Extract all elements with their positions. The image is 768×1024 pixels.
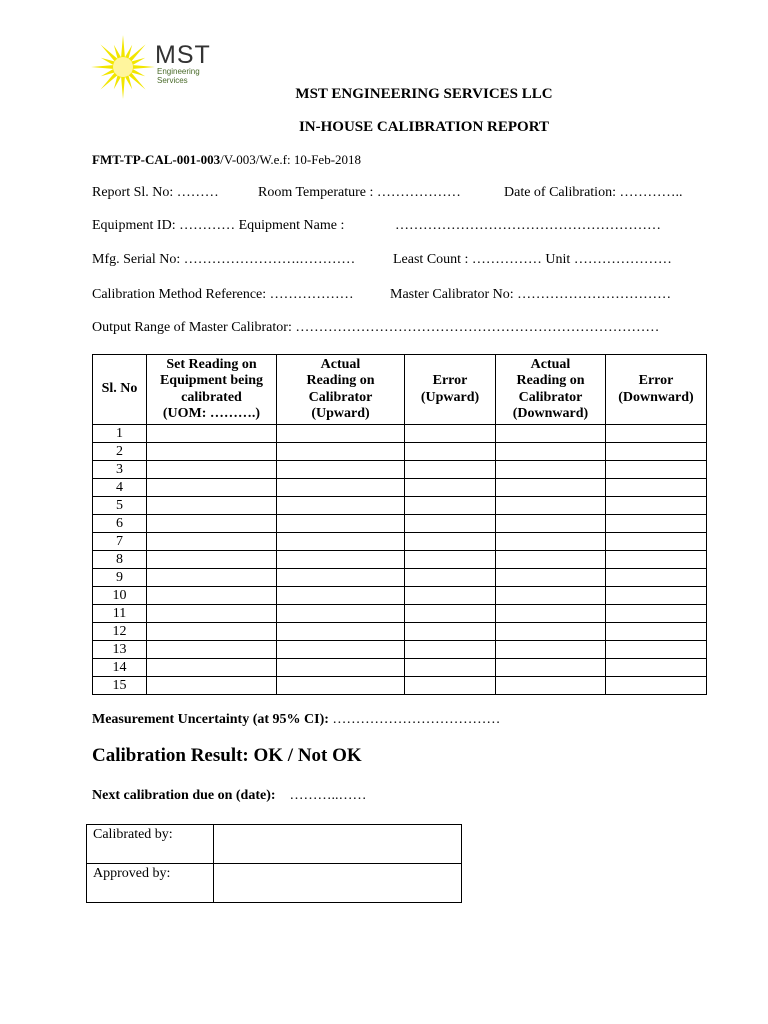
table-cell[interactable] [277,479,405,497]
table-cell[interactable] [606,677,707,695]
table-cell[interactable] [147,659,277,677]
table-cell[interactable] [147,677,277,695]
sun-ray [128,44,146,62]
table-row [93,587,707,605]
sun-ray [100,44,118,62]
table-cell[interactable] [496,569,606,587]
calibration-method-field: Calibration Method Reference: ……………… [92,287,354,302]
row-number-cell: 12 [93,623,147,641]
table-cell[interactable] [147,425,277,443]
table-row [93,497,707,515]
approved-by-label: Approved by: [87,864,214,903]
equipment-name-dots: ………………………………………………… [395,218,661,233]
table-cell[interactable] [606,533,707,551]
table-cell[interactable] [147,497,277,515]
approved-by-signature-cell[interactable] [214,864,462,903]
table-cell[interactable] [147,461,277,479]
table-cell[interactable] [405,425,496,443]
next-calibration-field: Next calibration due on (date): ………..…… [92,788,367,803]
table-cell[interactable] [496,641,606,659]
table-cell[interactable] [277,497,405,515]
table-cell[interactable] [496,605,606,623]
table-cell[interactable] [496,479,606,497]
table-cell[interactable] [277,461,405,479]
table-cell[interactable] [147,641,277,659]
table-cell[interactable] [606,569,707,587]
table-row [93,677,707,695]
table-row [93,461,707,479]
table-cell[interactable] [147,587,277,605]
row-number-cell: 2 [93,443,147,461]
date-of-calibration-field: Date of Calibration: ………….. [504,185,683,200]
table-cell[interactable] [147,605,277,623]
logo-wordmark: MST [155,41,211,69]
table-cell[interactable] [496,677,606,695]
table-cell[interactable] [277,659,405,677]
calibration-table [92,354,707,695]
sun-ray [121,35,125,58]
table-cell[interactable] [606,425,707,443]
table-cell[interactable] [405,479,496,497]
table-row [93,551,707,569]
table-cell[interactable] [606,515,707,533]
table-cell[interactable] [277,677,405,695]
table-cell[interactable] [496,551,606,569]
calibrated-by-row [87,825,462,864]
table-cell[interactable] [277,551,405,569]
master-calibrator-no-field: Master Calibrator No: …………………………… [390,287,672,302]
row-number-cell: 15 [93,677,147,695]
table-cell[interactable] [277,587,405,605]
room-temperature-field: Room Temperature : ……………… [258,185,461,200]
equipment-id-field: Equipment ID: ………… Equipment Name : [92,218,345,233]
table-cell[interactable] [405,677,496,695]
table-cell[interactable] [277,515,405,533]
sun-ray [91,65,114,69]
table-cell[interactable] [405,551,496,569]
table-header-row [93,355,707,425]
calibrated-by-signature-cell[interactable] [214,825,462,864]
row-number-cell: 13 [93,641,147,659]
table-cell[interactable] [405,461,496,479]
calibration-result: Calibration Result: OK / Not OK [92,745,362,766]
least-count-unit-field: Least Count : …………… Unit ………………… [393,252,672,267]
table-cell[interactable] [496,461,606,479]
table-cell[interactable] [405,623,496,641]
table-cell[interactable] [147,569,277,587]
table-cell[interactable] [147,533,277,551]
row-number-cell: 9 [93,569,147,587]
header-actual-downward: Actual Reading on Calibrator (Downward) [496,355,606,425]
table-cell[interactable] [496,443,606,461]
table-row [93,515,707,533]
row-number-cell: 6 [93,515,147,533]
row-number-cell: 8 [93,551,147,569]
header-set-reading: Set Reading on Equipment being calibrated (UOM: ……….) [147,355,277,425]
table-cell[interactable] [147,551,277,569]
table-cell[interactable] [496,425,606,443]
table-cell[interactable] [277,605,405,623]
table-cell[interactable] [405,443,496,461]
table-cell[interactable] [606,659,707,677]
calibrated-by-label: Calibrated by: [87,825,214,864]
table-row [93,659,707,677]
table-cell[interactable] [606,587,707,605]
table-row [93,479,707,497]
table-cell[interactable] [405,587,496,605]
table-row [93,569,707,587]
approved-by-row [87,864,462,903]
mfg-serial-no-field: Mfg. Serial No: …………………….………… [92,252,356,267]
header-sl-no: Sl. No [93,355,147,425]
table-cell[interactable] [606,497,707,515]
table-cell[interactable] [606,623,707,641]
table-cell[interactable] [496,623,606,641]
output-range-field: Output Range of Master Calibrator: …………………………………………………………………… [92,320,660,335]
table-cell[interactable] [277,443,405,461]
logo-subtext: Engineering Services [157,67,200,85]
row-number-cell: 4 [93,479,147,497]
sun-ray [132,65,155,69]
header-actual-upward: Actual Reading on Calibrator (Upward) [277,355,405,425]
table-cell[interactable] [147,623,277,641]
table-row [93,533,707,551]
table-cell[interactable] [405,515,496,533]
report-title: IN-HOUSE CALIBRATION REPORT [298,119,550,135]
table-cell[interactable] [277,425,405,443]
table-cell[interactable] [277,623,405,641]
table-cell[interactable] [277,533,405,551]
table-row [93,425,707,443]
table-row [93,641,707,659]
table-row [93,605,707,623]
signoff-table [86,824,462,903]
table-cell[interactable] [606,443,707,461]
report-sl-no-field: Report Sl. No: ……… [92,185,219,200]
table-cell[interactable] [496,587,606,605]
table-cell[interactable] [147,479,277,497]
table-cell[interactable] [606,461,707,479]
row-number-cell: 11 [93,605,147,623]
table-cell[interactable] [606,479,707,497]
table-cell[interactable] [277,641,405,659]
table-cell[interactable] [606,641,707,659]
table-cell[interactable] [496,533,606,551]
document-code: FMT-TP-CAL-001-003/V-003/W.e.f: 10-Feb-2018 [92,152,362,167]
table-cell[interactable] [405,641,496,659]
table-cell[interactable] [496,659,606,677]
header-error-upward: Error (Upward) [405,355,496,425]
table-cell[interactable] [496,515,606,533]
table-cell[interactable] [277,569,405,587]
row-number-cell: 5 [93,497,147,515]
row-number-cell: 3 [93,461,147,479]
table-cell[interactable] [405,659,496,677]
table-cell[interactable] [606,605,707,623]
row-number-cell: 14 [93,659,147,677]
table-cell[interactable] [405,569,496,587]
table-row [93,623,707,641]
table-row [93,443,707,461]
table-cell[interactable] [405,605,496,623]
table-cell[interactable] [606,551,707,569]
table-cell[interactable] [147,443,277,461]
company-name: MST ENGINEERING SERVICES LLC [295,86,553,102]
row-number-cell: 7 [93,533,147,551]
measurement-uncertainty-field: Measurement Uncertainty (at 95% CI): ……………………………… [92,712,501,727]
table-cell[interactable] [496,497,606,515]
table-cell[interactable] [405,533,496,551]
header-error-downward: Error (Downward) [606,355,707,425]
table-cell[interactable] [147,515,277,533]
row-number-cell: 1 [93,425,147,443]
row-number-cell: 10 [93,587,147,605]
table-cell[interactable] [405,497,496,515]
